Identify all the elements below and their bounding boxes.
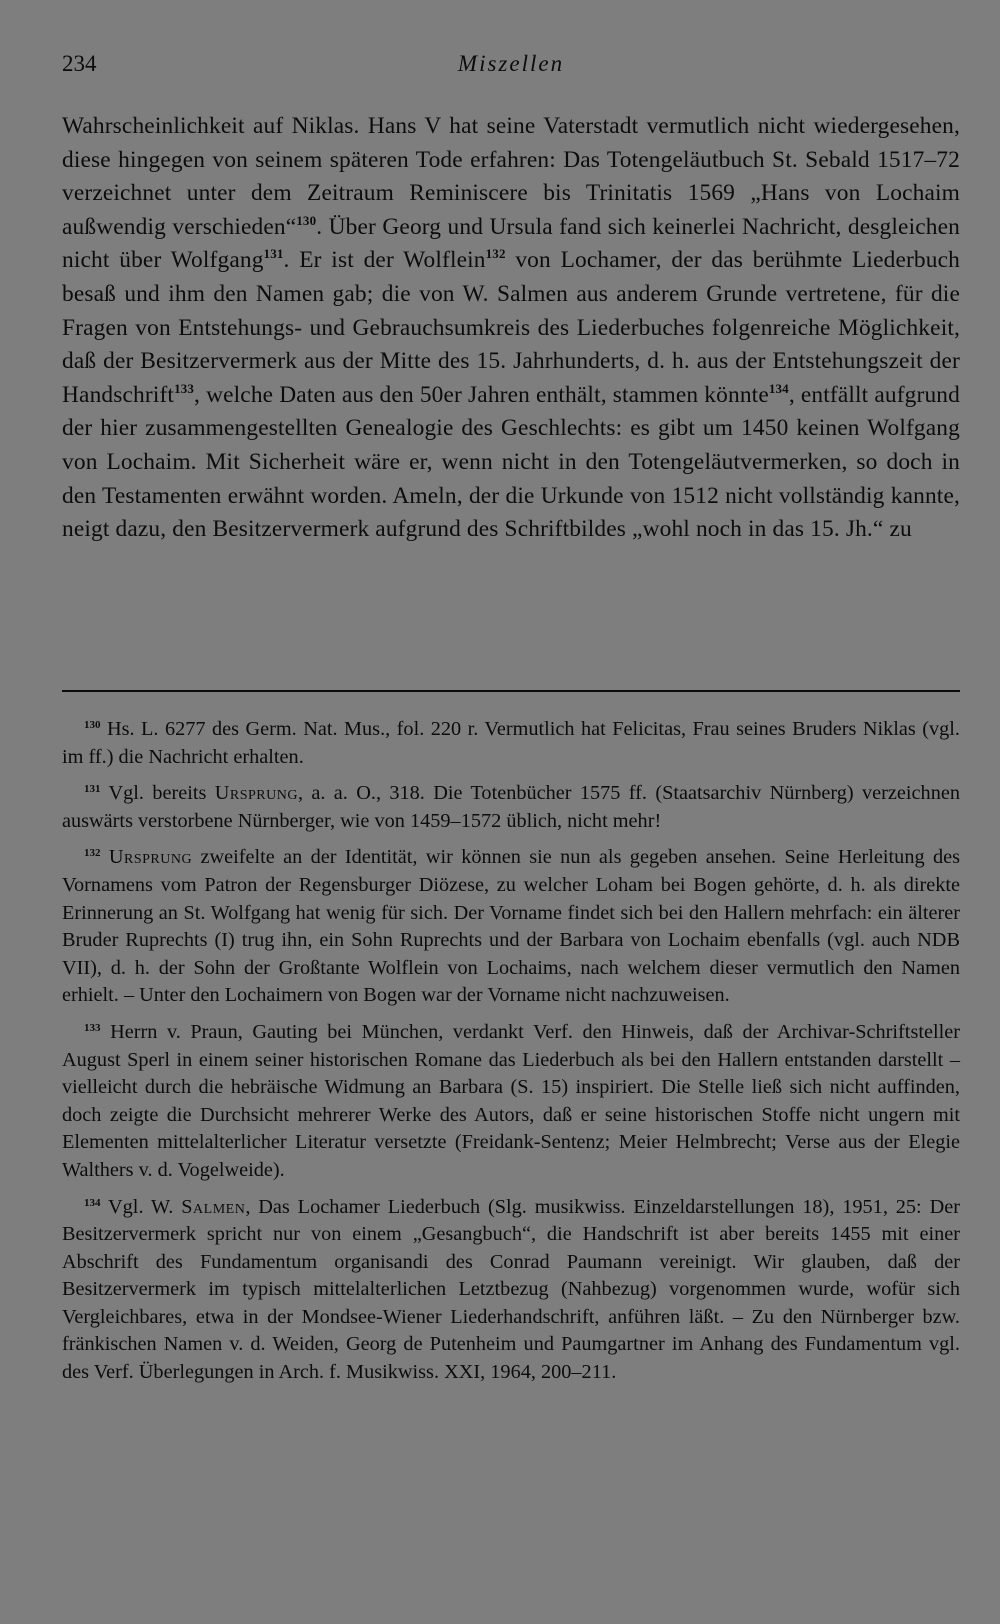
footnote-132	[62, 844, 960, 1010]
footnote-ref-131[interactable]: 131	[263, 246, 284, 262]
body-paragraph	[62, 110, 960, 547]
page-number: 234	[62, 51, 97, 76]
body-text-segment: Wahrscheinlichkeit auf Niklas. Hans V hat seine Vaterstadt vermutlich nicht wiedergesehen, diese hingegen von seinem späteren Tode erfahren: Das Totengeläutbuch St. Sebald 1517–72 verzeichnet unter dem Zeitraum Reminiscere bis Trinitatis 1569 „Hans von Lochaim außwendig verschieden“	[62, 113, 960, 240]
footnote-text: , a. a. O., 318. Die Totenbücher 1575 ff. (Staatsarchiv Nürnberg) verzeichnen auswärts verstorbene Nürnberger, wie von 1459–1572 üblich, nicht mehr!	[62, 782, 960, 832]
footnote-ref-134[interactable]: 134	[768, 380, 789, 396]
footnote-number: 132	[84, 847, 101, 860]
body-text-segment: . Er ist der Wolflein	[283, 247, 486, 274]
footnote-131	[62, 780, 960, 835]
footnote-ref-130[interactable]: 130	[296, 212, 317, 228]
footnote-text: Vgl. W.	[108, 1195, 182, 1218]
footnote-text: , Das Lochamer Liederbuch (Slg. musikwiss. Einzeldarstellungen 18), 1951, 25: Der Besitzervermerk spricht nur von einem „Gesangbuch“, die Handschrift ist aber bereits 1455 mit einer Abschrift des Fundamentum organisandi des Conrad Paumann vereinigt. Wir glauben, daß der Besitzervermerk im typisch mittelalterlichen Letztbezug (Nahbezug) vorgenommen wurde, wofür sich Vergleichbares, etwa in der Mondsee-Wiener Liederhandschrift, anführen läßt. – Zu den Nürnberger bzw. fränkischen Namen v. d. Weiden, Georg de Putenheim und Paumgartner im Anhang des Fundamentum vgl. des Verf. Überlegungen in Arch. f. Musikwiss. XXI, 1964, 200–211.	[62, 1195, 960, 1384]
footnote-ref-132[interactable]: 132	[485, 246, 506, 262]
footnote-text: Vgl. bereits	[108, 782, 215, 805]
footnote-133	[62, 1019, 960, 1185]
author-name: Ursprung	[108, 846, 193, 869]
footnote-separator-rule	[62, 690, 960, 692]
footnote-number: 133	[84, 1021, 101, 1034]
page-header	[62, 51, 960, 85]
footnote-text: Herrn v. Praun, Gauting bei München, verdankt Verf. den Hinweis, daß der Archivar-Schriftsteller August Sperl in einem seiner historischen Romane das Liederbuch als bei den Hallern entstanden darstellt – vielleicht durch die hebräische Widmung an Barbara (S. 15) inspiriert. Die Stelle ließ sich nicht auffinden, doch zeigte die Durchsicht mehrerer Werke des Autors, daß er seine historischen Stoffe nicht ungern mit Elementen mittelalterlicher Literatur versetzte (Freidank-Sentenz; Meier Helmbrecht; Verse aus der Elegie Walthers v. d. Vogelweide).	[62, 1020, 960, 1181]
running-head: Miszellen	[457, 51, 565, 76]
footnote-134	[62, 1194, 960, 1387]
body-text-segment: , entfällt aufgrund der hier zusammengestellten Genealogie des Geschlechts: es gibt um 1450 keinen Wolfgang von Lochaim. Mit Sicherheit wäre er, wenn nicht in den Totengeläutvermerken, so doch in den Testamenten erwähnt worden. Ameln, der die Urkunde von 1512 nicht vollständig kannte, neigt dazu, den Besitzervermerk aufgrund des Schriftbildes „wohl noch in das 15. Jh.“ zu	[62, 381, 960, 543]
body-text-segment: von Lochamer, der das berühmte Liederbuch besaß und ihm den Namen gab; die von W. Salmen aus anderem Grunde vertretene, für die Fragen von Entstehungs- und Gebrauchsumkreis des Liederbuches folgenreiche Möglichkeit, daß der Besitzervermerk aus der Mitte des 15. Jahrhunderts, d. h. aus der Entstehungszeit der Handschrift	[62, 247, 960, 408]
footnote-ref-133[interactable]: 133	[174, 380, 195, 396]
footnote-text: zweifelte an der Identität, wir können sie nun als gegeben ansehen. Seine Herleitung des Vornamens vom Patron der Regensburger Diözese, zu welcher Loham bei Bogen gehörte, d. h. als direkte Erinnerung an St. Wolfgang hat wenig für sich. Der Vorname findet sich bei den Hallern mehrfach: ein älterer Bruder Ruprechts (I) trug ihn, ein Sohn Ruprechts und der Barbara von Lochaim ebenfalls (vgl. auch NDB VII), d. h. der Sohn der Großtante Wolflein von Lochaims, nach welchem dieser vermutlich den Namen erhielt. – Unter den Lochaimern von Bogen war der Vorname nicht nachzuweisen.	[62, 846, 960, 1007]
footnote-number: 134	[84, 1196, 101, 1209]
body-text-segment: , welche Daten aus den 50er Jahren enthält, stammen könnte	[194, 381, 769, 408]
author-name: Ursprung	[214, 782, 298, 805]
footnote-130	[62, 716, 960, 771]
footnote-number: 131	[84, 783, 101, 796]
footnote-text: Hs. L. 6277 des Germ. Nat. Mus., fol. 220 r. Vermutlich hat Felicitas, Frau seines Bruders Niklas (vgl. im ff.) die Nachricht erhalten.	[62, 718, 960, 768]
body-text-segment: . Über Georg und Ursula fand sich keinerlei Nachricht, desgleichen nicht über Wolfgang	[62, 213, 960, 274]
footnote-number: 130	[84, 719, 101, 731]
footnotes	[62, 716, 960, 1396]
author-name: Salmen	[181, 1195, 246, 1218]
